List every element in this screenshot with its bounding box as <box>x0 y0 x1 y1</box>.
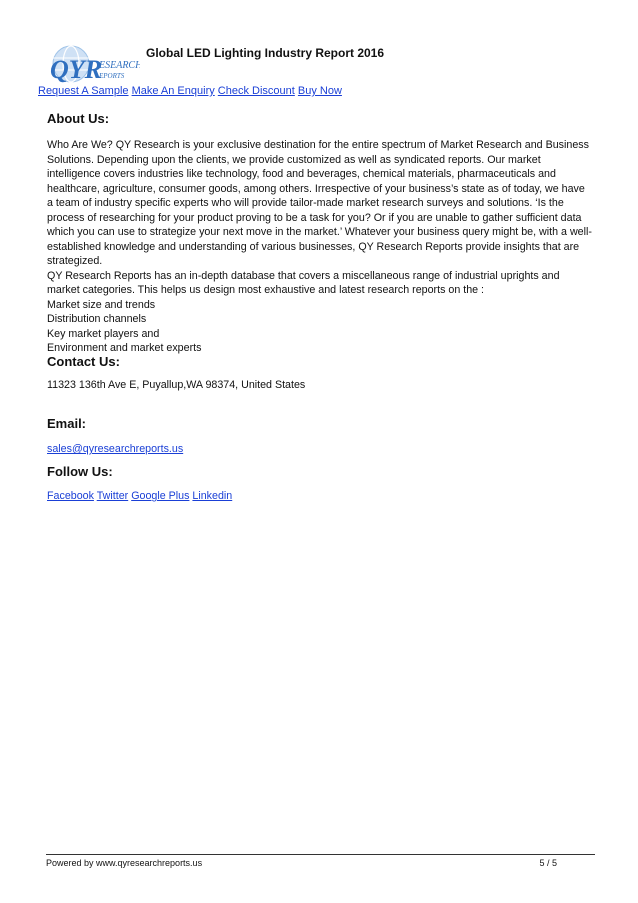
about-line: intelligence covers industries like technology, food and beverages, chemical materials, pharmaceuticals and <box>47 168 556 180</box>
linkedin-link[interactable]: Linkedin <box>192 490 233 502</box>
email-link[interactable]: sales@qyresearchreports.us <box>47 443 184 455</box>
about-line: a team of industry specific experts who will provide tailor-made market research surveys and solutions. ‘Is the <box>47 197 564 209</box>
google-plus-link[interactable]: Google Plus <box>131 490 190 502</box>
footer-powered-by: Powered by www.qyresearchreports.us <box>46 858 203 868</box>
about-body <box>47 138 595 356</box>
social-links <box>47 489 595 504</box>
contact-address <box>47 378 595 393</box>
svg-text:QYR: QYR <box>50 55 102 84</box>
about-line: market categories. This helps us design most exhaustive and latest research reports on the : <box>47 284 485 296</box>
twitter-link[interactable]: Twitter <box>96 490 129 502</box>
email-block <box>47 442 595 457</box>
follow-heading: Follow Us: <box>47 464 113 479</box>
make-enquiry-link[interactable]: Make An Enquiry <box>131 85 215 97</box>
buy-now-link[interactable]: Buy Now <box>297 85 342 97</box>
about-line: which you can use to strategize your next move in the market.’ Whatever your business query might be, with a well- <box>47 226 592 238</box>
address-text: 11323 136th Ave E, Puyallup,WA 98374, United States <box>47 379 306 391</box>
page-number: 5 / 5 <box>539 858 557 868</box>
about-line: Distribution channels <box>47 313 147 325</box>
about-line: QY Research Reports has an in-depth database that covers a miscellaneous range of industrial uprights and <box>47 269 560 282</box>
request-sample-link[interactable]: Request A Sample <box>38 85 129 97</box>
about-line: Who Are We? QY Research is your exclusive destination for the entire spectrum of Market Research and Business <box>47 139 589 151</box>
about-line: process of researching for your product proving to be a task for you? Or if you are unable to gather sufficient data <box>47 211 582 224</box>
action-links <box>38 85 342 97</box>
footer-divider <box>46 854 595 855</box>
qy-logo-icon <box>48 44 140 90</box>
email-heading: Email: <box>47 416 87 431</box>
svg-text:ESEARCH: ESEARCH <box>99 60 140 71</box>
contact-heading: Contact Us: <box>47 354 120 369</box>
about-line: Solutions. Depending upon the clients, we provide customized as well as syndicated reports. Our market <box>47 153 541 166</box>
about-heading: About Us: <box>47 111 110 126</box>
about-line: strategized. <box>47 255 103 267</box>
report-title: Global LED Lighting Industry Report 2016 <box>146 46 385 60</box>
about-line: healthcare, agriculture, consumer goods, among others. Irrespective of your business’s state as of today, we have <box>47 182 585 195</box>
about-line: Market size and trends <box>47 298 156 311</box>
about-line: Environment and market experts <box>47 342 202 354</box>
company-logo <box>48 44 140 90</box>
check-discount-link[interactable]: Check Discount <box>217 85 295 97</box>
about-line: Key market players and <box>47 327 160 340</box>
svg-text:EPORTS: EPORTS <box>99 72 125 80</box>
facebook-link[interactable]: Facebook <box>47 490 94 502</box>
about-line: established knowledge and understanding of various businesses, QY Research Reports provide insights that are <box>47 240 580 253</box>
